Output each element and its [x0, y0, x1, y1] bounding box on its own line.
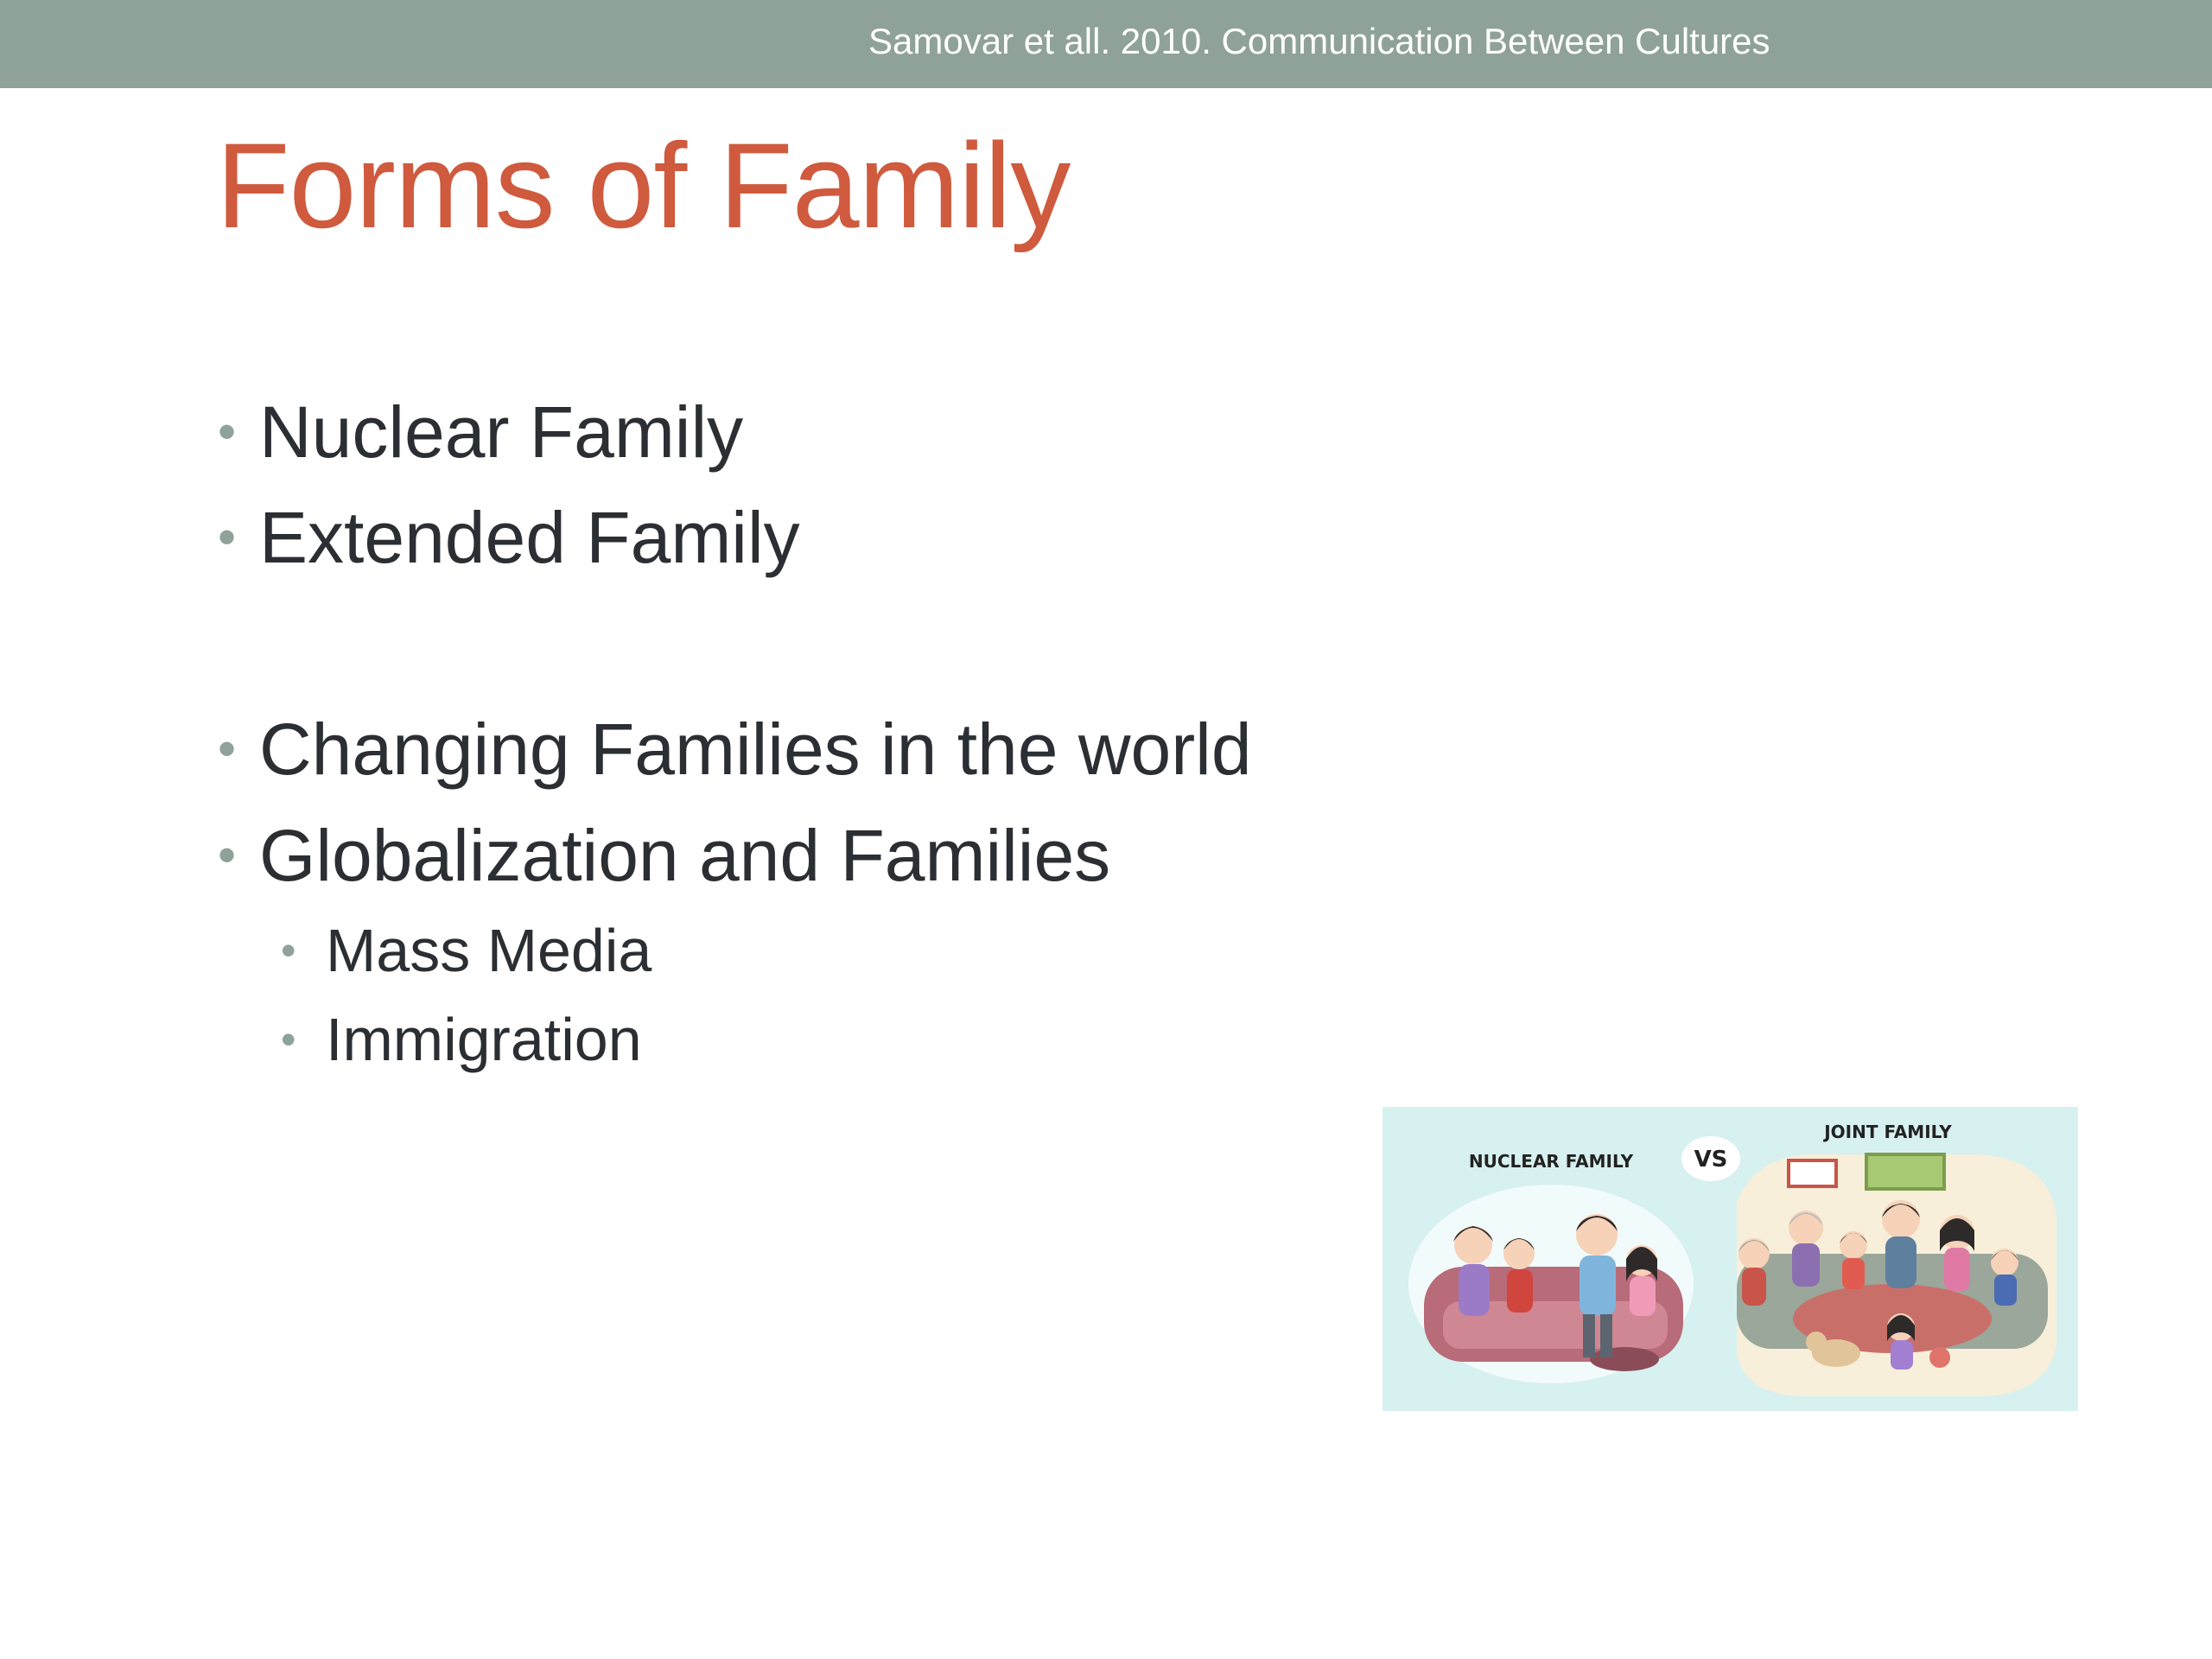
- bullet-dot-icon: •: [218, 720, 237, 778]
- joint-family-label: JOINT FAMILY: [1824, 1122, 1952, 1142]
- bullet-text: Changing Families in the world: [259, 709, 1252, 790]
- bullet-dot-icon: •: [218, 826, 237, 884]
- nuclear-vs-joint-family-illustration: [1382, 1107, 2078, 1411]
- nuclear-family-label: NUCLEAR FAMILY: [1468, 1151, 1634, 1172]
- bullet-text: Extended Family: [259, 497, 800, 578]
- bullet-text: Immigration: [326, 1006, 642, 1073]
- slide-title: Forms of Family: [216, 118, 1071, 253]
- bullet-dot-icon: •: [218, 403, 237, 461]
- header-bar: [0, 0, 2212, 88]
- bullet-item: [218, 709, 1252, 790]
- vs-label: VS: [1694, 1147, 1728, 1173]
- bullet-dot-icon: •: [218, 508, 237, 566]
- bullet-text: Nuclear Family: [259, 391, 744, 473]
- bullet-text: Mass Media: [326, 917, 652, 984]
- vs-badge: [1681, 1136, 1740, 1181]
- nuclear-family-scene: [1408, 1185, 1694, 1383]
- joint-family-scene: [1737, 1154, 2056, 1396]
- bullet-dot-icon: •: [281, 926, 296, 975]
- bullet-item: [218, 391, 744, 473]
- header-citation: Samovar et all. 2010. Communication Between Cultures: [868, 21, 1770, 61]
- bullet-text: Globalization and Families: [259, 815, 1111, 896]
- sub-bullet-item: [281, 917, 652, 984]
- bullet-item: [218, 497, 800, 578]
- sub-bullet-item: [281, 1006, 642, 1073]
- bullet-item: [218, 815, 1111, 896]
- bullet-dot-icon: •: [281, 1015, 296, 1064]
